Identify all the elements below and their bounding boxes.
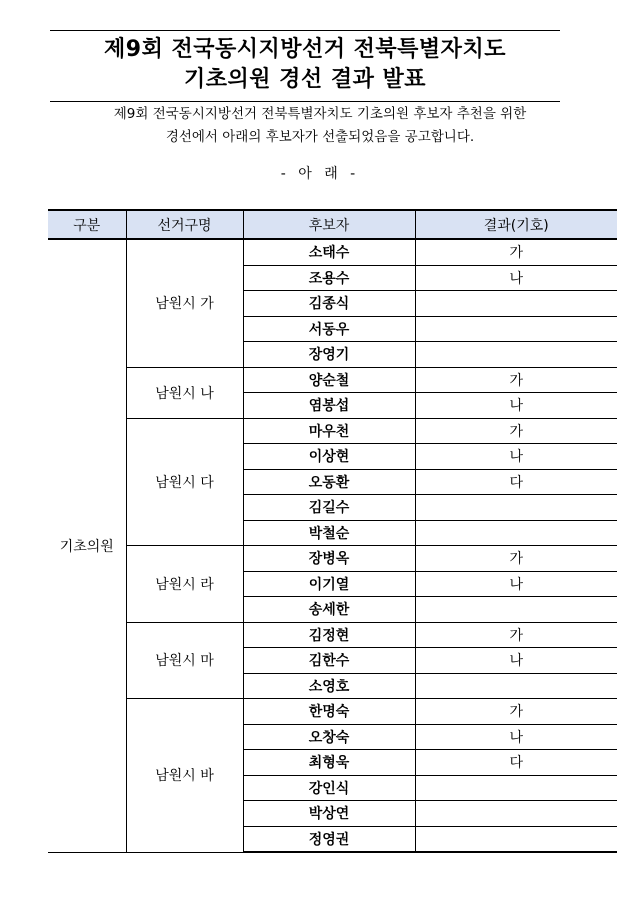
notice-line-2: 경선에서 아래의 후보자가 선출되었음을 공고합니다.	[165, 129, 475, 145]
candidate-cell: 오창숙	[243, 724, 415, 750]
candidate-cell: 강인식	[243, 775, 415, 801]
result-cell: 다	[415, 469, 617, 495]
candidate-cell: 오동환	[243, 469, 415, 495]
candidate-cell: 박상연	[243, 801, 415, 827]
candidate-cell: 송세한	[243, 597, 415, 623]
notice-line-1: 제9회 전국동시지방선거 전북특별자치도 기초의원 후보자 추천을 위한	[113, 106, 527, 122]
candidate-cell: 마우천	[243, 418, 415, 444]
candidate-cell: 김정현	[243, 622, 415, 648]
result-cell: 나	[415, 265, 617, 291]
candidate-cell: 양순철	[243, 367, 415, 393]
results-table	[48, 209, 617, 853]
category-cell: 기초의원	[48, 239, 126, 852]
district-cell: 남원시 가	[126, 239, 243, 367]
candidate-cell: 최형욱	[243, 750, 415, 776]
result-cell	[415, 597, 617, 623]
header-candidate: 후보자	[243, 210, 415, 239]
result-cell: 나	[415, 444, 617, 470]
table-row	[48, 367, 617, 393]
result-cell: 나	[415, 571, 617, 597]
result-cell	[415, 775, 617, 801]
table-row	[48, 418, 617, 444]
result-cell	[415, 520, 617, 546]
notice-text	[50, 103, 590, 149]
result-cell	[415, 801, 617, 827]
table-row	[48, 239, 617, 265]
candidate-cell: 한명숙	[243, 699, 415, 725]
section-label: - 아 래 -	[280, 166, 360, 182]
result-cell	[415, 291, 617, 317]
result-cell	[415, 342, 617, 368]
result-cell	[415, 495, 617, 521]
candidate-cell: 김한수	[243, 648, 415, 674]
document-title	[50, 30, 560, 102]
candidate-cell: 서동우	[243, 316, 415, 342]
candidate-cell: 박철순	[243, 520, 415, 546]
candidate-cell: 정영권	[243, 826, 415, 852]
title-line-2: 기초의원 경선 결과 발표	[184, 67, 426, 92]
result-cell: 나	[415, 648, 617, 674]
result-cell: 나	[415, 724, 617, 750]
district-cell: 남원시 마	[126, 622, 243, 699]
table-row	[48, 622, 617, 648]
candidate-cell: 장영기	[243, 342, 415, 368]
candidate-cell: 이상현	[243, 444, 415, 470]
header-result: 결과(기호)	[415, 210, 617, 239]
result-cell: 가	[415, 622, 617, 648]
district-cell: 남원시 나	[126, 367, 243, 418]
header-district: 선거구명	[126, 210, 243, 239]
result-cell: 가	[415, 239, 617, 265]
result-cell	[415, 316, 617, 342]
result-cell: 가	[415, 546, 617, 572]
title-line-1: 제9회 전국동시지방선거 전북특별자치도	[104, 37, 506, 62]
table-row	[48, 699, 617, 725]
candidate-cell: 이기열	[243, 571, 415, 597]
candidate-cell: 소태수	[243, 239, 415, 265]
result-cell: 가	[415, 699, 617, 725]
district-cell: 남원시 바	[126, 699, 243, 853]
header-category: 구분	[48, 210, 126, 239]
candidate-cell: 김종식	[243, 291, 415, 317]
district-cell: 남원시 다	[126, 418, 243, 546]
result-cell: 가	[415, 367, 617, 393]
table-body	[48, 239, 617, 852]
result-cell	[415, 826, 617, 852]
candidate-cell: 장병옥	[243, 546, 415, 572]
table-row	[48, 546, 617, 572]
table-header-row	[48, 210, 617, 239]
candidate-cell: 염봉섭	[243, 393, 415, 419]
result-cell: 가	[415, 418, 617, 444]
result-cell: 다	[415, 750, 617, 776]
result-cell	[415, 673, 617, 699]
result-cell: 나	[415, 393, 617, 419]
district-cell: 남원시 라	[126, 546, 243, 623]
candidate-cell: 조용수	[243, 265, 415, 291]
candidate-cell: 김길수	[243, 495, 415, 521]
candidate-cell: 소영호	[243, 673, 415, 699]
